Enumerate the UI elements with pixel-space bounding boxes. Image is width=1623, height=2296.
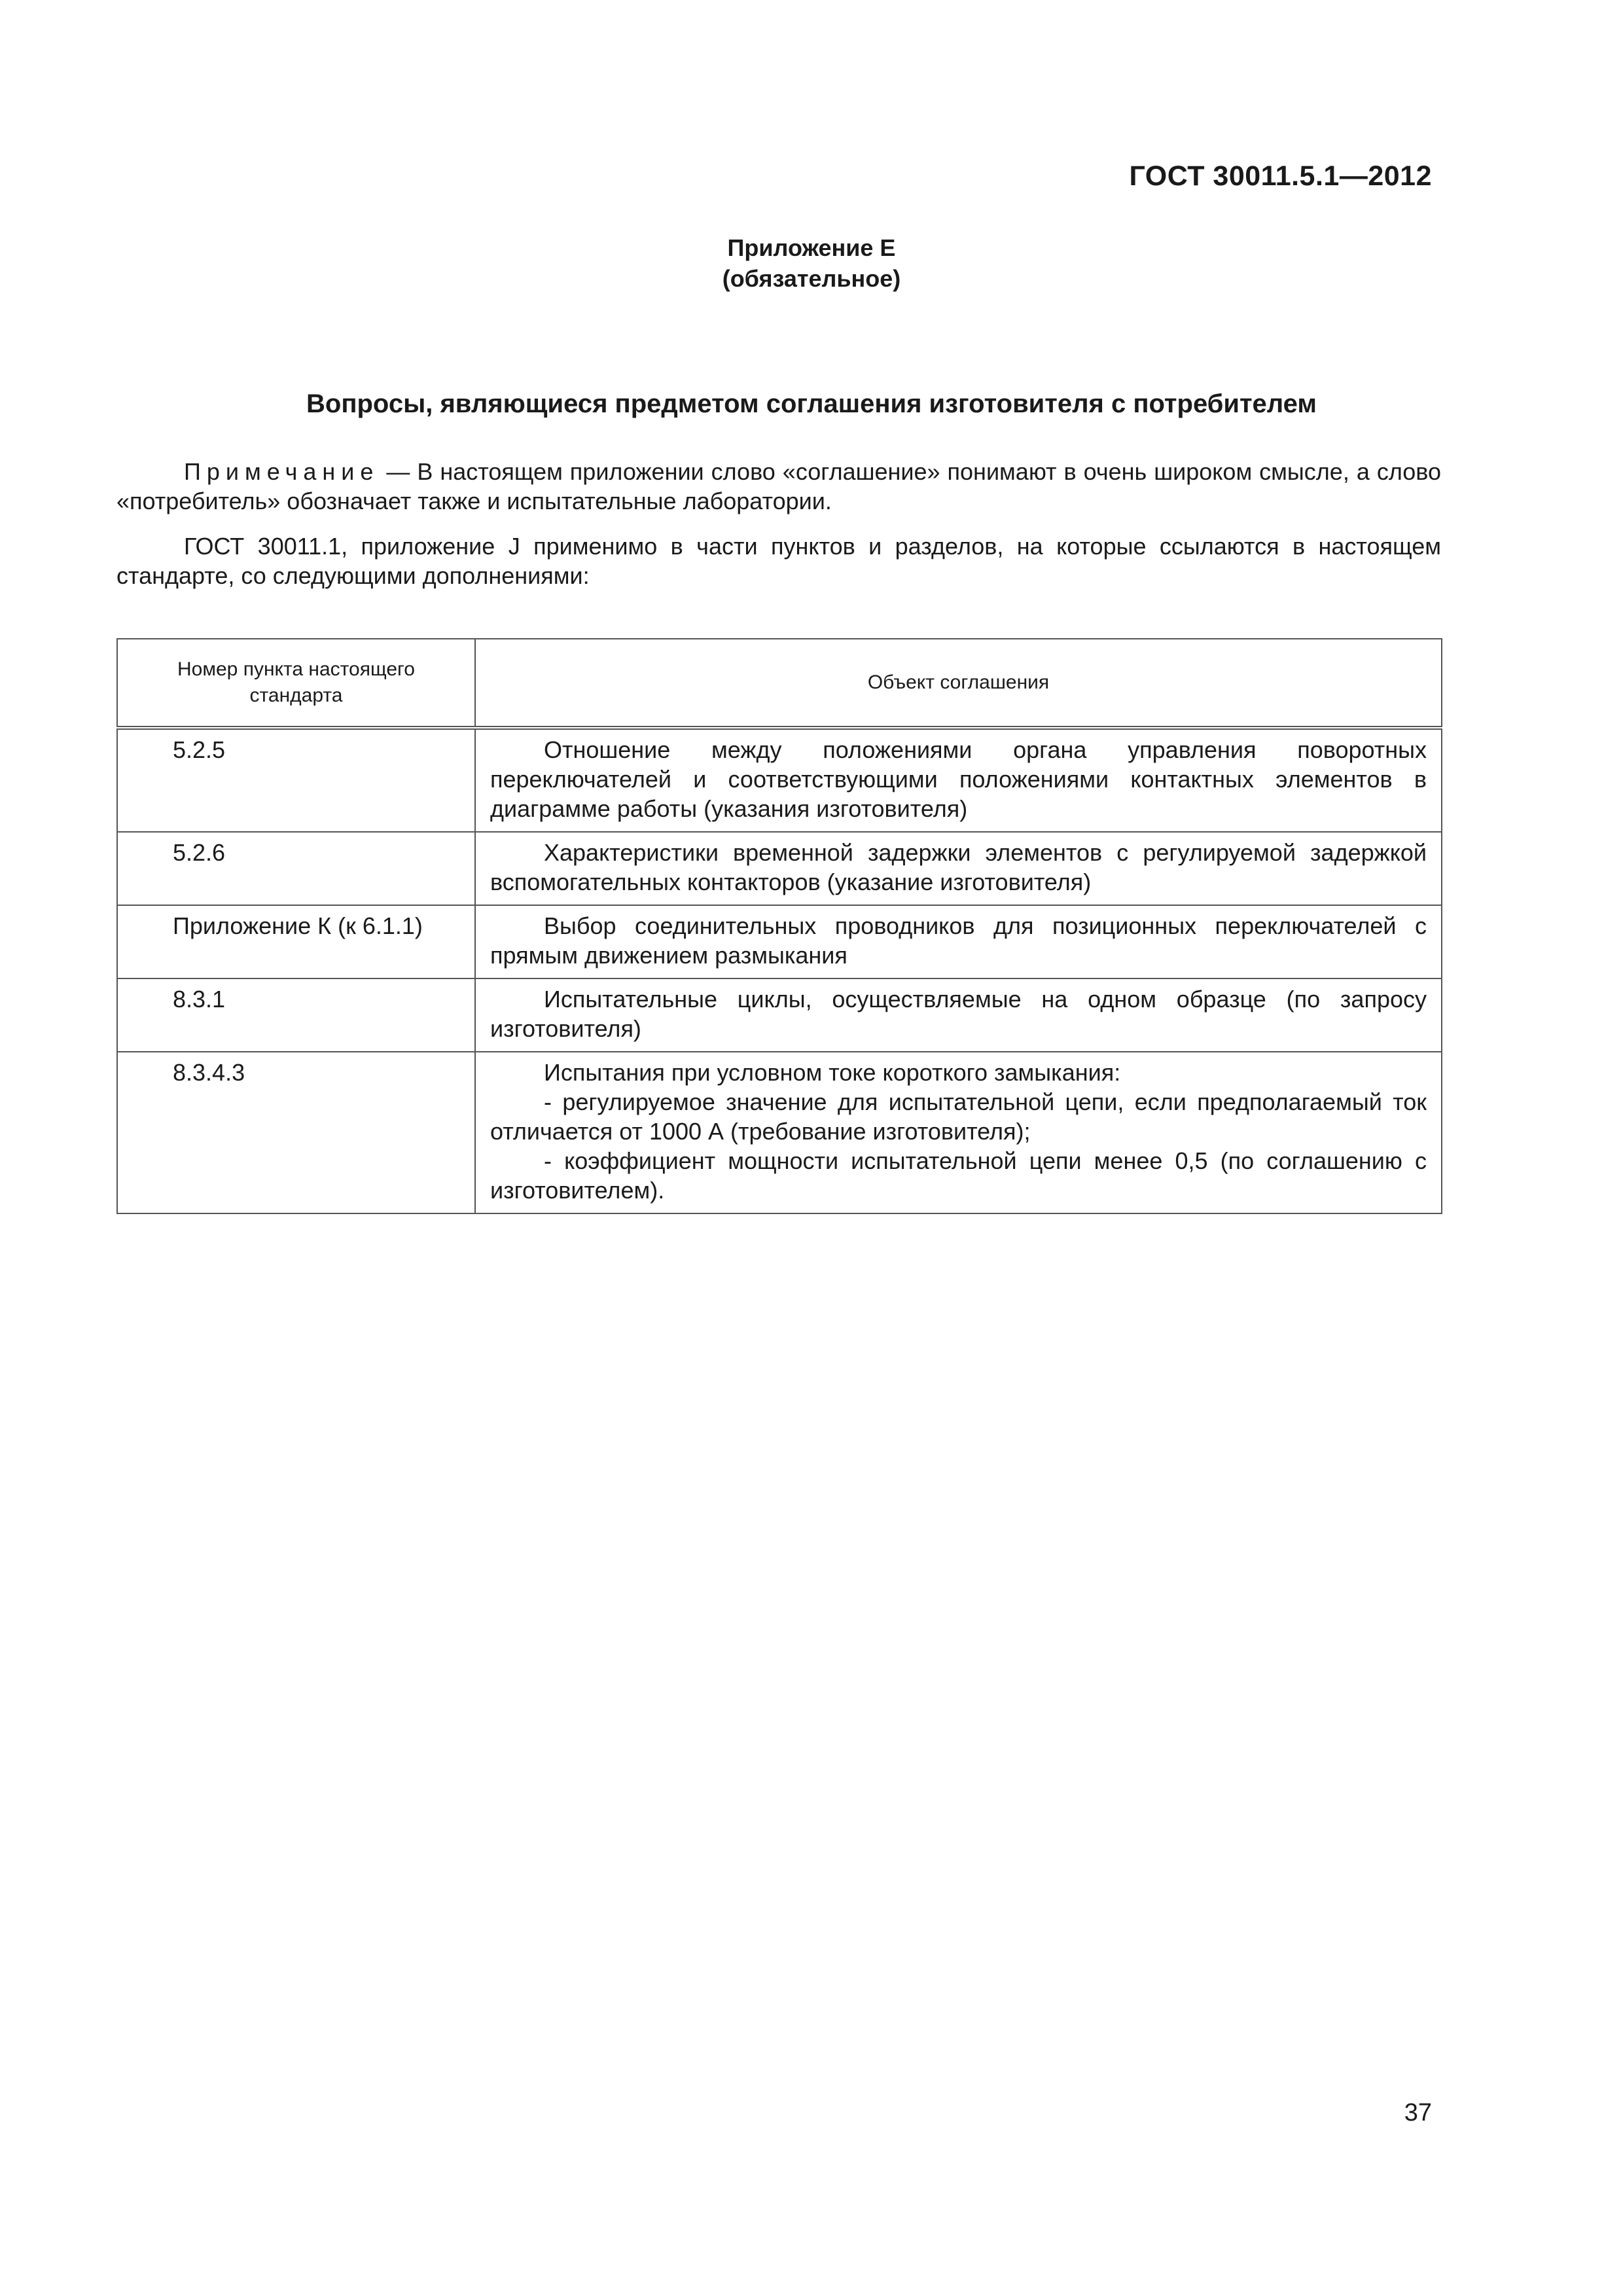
- subject-list-item: - коэффициент мощности испытательной цепи менее 0,5 (по соглашению с изготовителем).: [490, 1147, 1427, 1204]
- document-id: ГОСТ 30011.5.1—2012: [1129, 160, 1432, 192]
- clause-number: Приложение К (к 6.1.1): [117, 905, 475, 978]
- subject-text: Испытательные циклы, осуществляемые на одном образце (по запросу изготовителя): [490, 986, 1427, 1042]
- clause-number: 5.2.5: [117, 728, 475, 832]
- applicability-paragraph: ГОСТ 30011.1, приложение J применимо в части пунктов и разделов, на которые ссылаются в настоящем стандарте, со следующими дополнениями:: [116, 533, 1441, 589]
- header-clause-number: Номер пункта настоящего стандарта: [117, 639, 475, 728]
- page-number: 37: [1404, 2099, 1432, 2126]
- note-label: Примечание: [184, 458, 380, 485]
- header-agreement-subject: Объект соглашения: [475, 639, 1442, 728]
- table-row: [117, 832, 1442, 905]
- agreement-subject: [475, 905, 1442, 978]
- subject-list-item: - регулируемое значение для испытательной цепи, если предполагаемый ток отличается от 1000 А (требование изготовителя);: [490, 1088, 1427, 1145]
- clause-number: 8.3.4.3: [117, 1052, 475, 1213]
- appendix-heading: [0, 232, 1623, 294]
- subject-text: Отношение между положениями органа управления поворотных переключателей и соответствующими положениями контактных элементов в диаграмме работы (указания изготовителя): [490, 736, 1427, 822]
- appendix-status: (обязательное): [722, 265, 901, 292]
- agreement-subject: [475, 832, 1442, 905]
- table-row: [117, 728, 1442, 832]
- agreement-subject: [475, 978, 1442, 1052]
- table-row: [117, 978, 1442, 1052]
- subject-text: Характеристики временной задержки элементов с регулируемой задержкой вспомогательных контакторов (указание изготовителя): [490, 839, 1427, 895]
- subject-text: Испытания при условном токе короткого замыкания:: [544, 1059, 1121, 1086]
- subject-text: Выбор соединительных проводников для позиционных переключателей с прямым движением размыкания: [490, 912, 1427, 969]
- note-paragraph: [116, 457, 1441, 516]
- clause-number: 8.3.1: [117, 978, 475, 1052]
- note-text: — В настоящем приложении слово «соглашение» понимают в очень широком смысле, а слово «потребитель» обозначает также и испытательные лаборатории.: [116, 458, 1441, 514]
- table-row: [117, 1052, 1442, 1213]
- table-row: [117, 905, 1442, 978]
- agreement-table: [116, 638, 1442, 1214]
- section-title: Вопросы, являющиеся предметом соглашения изготовителя с потребителем: [306, 389, 1317, 418]
- table-header-row: [117, 639, 1442, 728]
- agreement-subject: [475, 728, 1442, 832]
- clause-number: 5.2.6: [117, 832, 475, 905]
- agreement-subject: [475, 1052, 1442, 1213]
- appendix-title: Приложение Е: [727, 234, 896, 261]
